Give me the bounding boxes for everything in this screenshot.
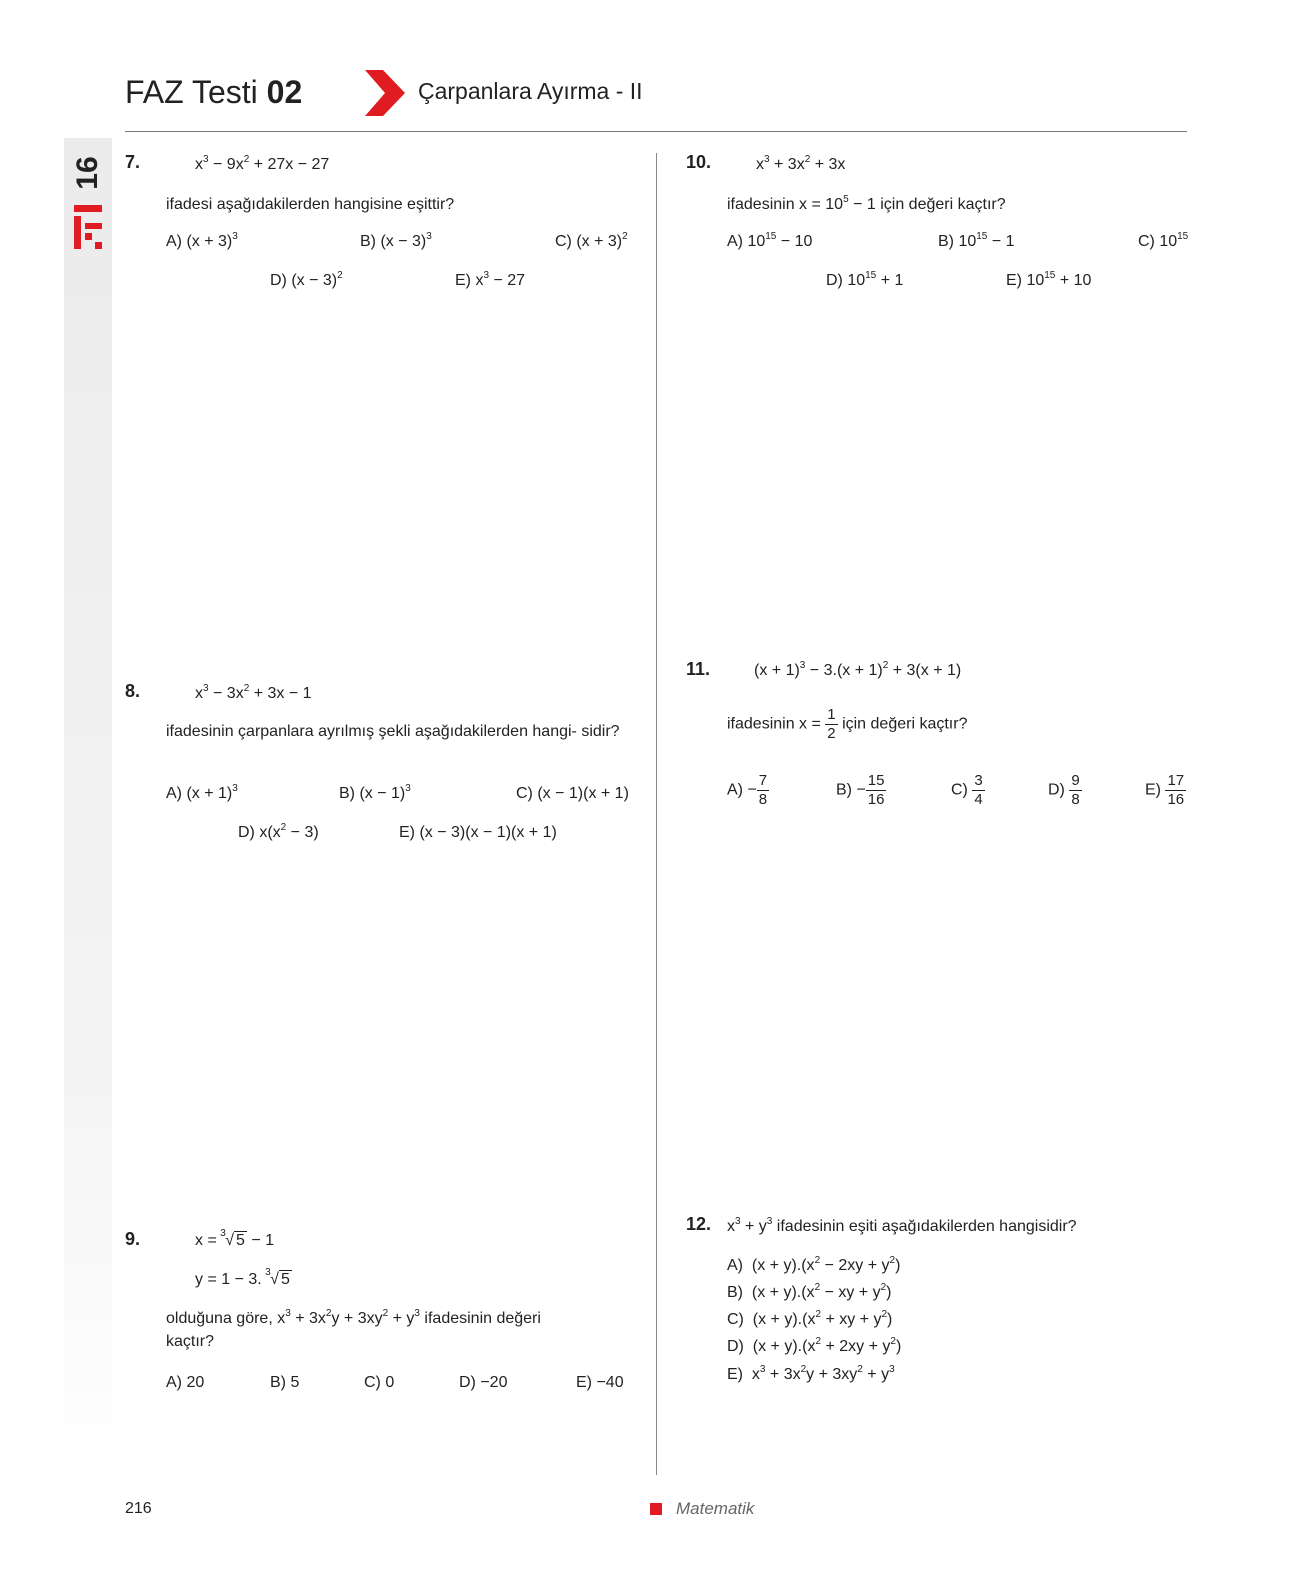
q9-option-b[interactable]: B) 5 <box>270 1374 300 1391</box>
test-title <box>125 74 302 111</box>
q10-option-e[interactable]: E) $10^{15} + 10$ <box>1006 270 1092 289</box>
q8-option-a[interactable]: A) $(x + 1)^3$ <box>166 783 238 802</box>
question-12-number: 12. <box>686 1214 712 1234</box>
q12-option-d[interactable]: D) $(x + y).(x^2 + 2xy + y^2)$ <box>727 1336 902 1355</box>
q8-option-d[interactable]: D) $x(x^2 - 3)$ <box>238 822 319 841</box>
q7-option-e[interactable]: E) $x^3 - 27$ <box>455 270 526 289</box>
side-number: 16 <box>71 156 104 190</box>
question-8-stem: ifadesinin çarpanlara ayrılmış şekli aşağıdakilerden hangi- sidir? <box>166 723 620 740</box>
q11-option-a[interactable]: A) − $\frac{7}{8}$ <box>727 772 768 808</box>
q12-option-e[interactable]: E) $x^3 + 3x^2y + 3xy^2 + y^3$ <box>727 1364 895 1383</box>
q9-option-c[interactable]: C) 0 <box>364 1374 395 1391</box>
question-9-stem-line-2: kaçtır? <box>166 1333 215 1350</box>
question-9-line-1: x = 3 √ 5 − 1 <box>195 1228 275 1249</box>
question-10-stem: ifadesinin $x = 10^5 - 1$ için değeri kaçtır? <box>727 194 1006 213</box>
cube-root: 3 √ 5 <box>220 1228 245 1249</box>
subject-marker-icon <box>650 1503 662 1515</box>
q10-option-a[interactable]: A) $10^{15} - 10$ <box>727 231 813 250</box>
subject-label: Matematik <box>676 1499 755 1518</box>
question-9-number: 9. <box>125 1229 141 1249</box>
q11-option-d[interactable]: D) $\frac{9}{8}$ <box>1048 772 1080 808</box>
q10-option-d[interactable]: D) $10^{15} + 1$ <box>826 270 904 289</box>
q9-option-d[interactable]: D) −20 <box>459 1374 508 1391</box>
q7-option-b[interactable]: B) $(x - 3)^3$ <box>360 231 432 250</box>
q8-option-c[interactable]: C) (x − 1)(x + 1) <box>516 785 629 802</box>
question-11-stem: ifadesinin x = $\frac{1}{2}$ için değeri kaçtır? <box>727 706 968 742</box>
question-8-number: 8. <box>125 681 141 701</box>
header-divider <box>125 131 1187 132</box>
q8-option-b[interactable]: B) $(x - 1)^3$ <box>339 783 411 802</box>
question-7-number: 7. <box>125 152 141 172</box>
q12-option-b[interactable]: B) $(x + y).(x^2$ − xy + $y^2$) <box>727 1282 892 1301</box>
column-divider <box>656 153 657 1475</box>
question-11-number: 11. <box>686 659 711 679</box>
q7-option-a[interactable]: A) $(x + 3)^3$ <box>166 231 238 250</box>
page-number: 216 <box>125 1500 152 1517</box>
question-12-stem: $x^3 + y^3$ ifadesinin eşiti aşağıdakilerden hangisidir? <box>727 1216 1077 1235</box>
q10-option-b[interactable]: B) $10^{15} - 1$ <box>938 231 1015 250</box>
question-10-number: 10. <box>686 152 712 172</box>
test-subtitle: Çarpanlara Ayırma - II <box>418 78 643 104</box>
question-7-expression: $x^3 - 9x^2 + 27x - 27$ <box>195 154 330 173</box>
question-10-expression: $x^3 + 3x^2 + 3x$ <box>756 154 846 173</box>
q8-option-e[interactable]: E) (x − 3)(x − 1)(x + 1) <box>399 824 557 841</box>
question-9-line-2: y = 1 − 3. 3 √ 5 <box>195 1267 290 1288</box>
faz-logo <box>72 203 104 251</box>
q9-option-a[interactable]: A) 20 <box>166 1374 205 1391</box>
q12-option-a[interactable]: A) $(x + y).(x^2 - 2xy + y^2)$ <box>727 1255 901 1274</box>
q11-option-b[interactable]: B) − $\frac{15}{16}$ <box>836 772 885 808</box>
fraction: $\frac{1}{2}$ <box>827 706 836 742</box>
q9-option-e[interactable]: E) −40 <box>576 1374 624 1391</box>
q7-option-c[interactable]: C) $(x + 3)^2$ <box>555 231 628 250</box>
question-11-expression: $(x + 1)^3 - 3.(x + 1)^2 + 3(x + 1)$ <box>754 660 962 679</box>
question-8-expression: $x^3 - 3x^2 + 3x - 1$ <box>195 683 312 702</box>
q7-option-d[interactable]: D) $(x - 3)^2$ <box>270 270 343 289</box>
q10-option-c[interactable]: C) $10^{15}$ <box>1138 231 1189 250</box>
test-title-prefix: FAZ Testi <box>125 74 258 110</box>
test-number: 02 <box>266 74 303 110</box>
side-strip <box>64 138 112 1478</box>
question-9-stem: olduğuna göre, $x^3 + 3x^2y + 3xy^2 + y^3$ ifadesinin değeri <box>166 1308 541 1327</box>
q12-option-c[interactable]: C) $(x + y).(x^2$ + xy + $y^2$) <box>727 1309 893 1328</box>
q11-option-e[interactable]: E) $\frac{17}{16}$ <box>1145 772 1185 808</box>
chevron-right-icon <box>365 70 405 116</box>
q11-option-c[interactable]: C) $\frac{3}{4}$ <box>951 772 983 808</box>
question-7-stem: ifadesi aşağıdakilerden hangisine eşittir? <box>166 196 455 213</box>
cube-root: 3 √ 5 <box>265 1267 290 1288</box>
